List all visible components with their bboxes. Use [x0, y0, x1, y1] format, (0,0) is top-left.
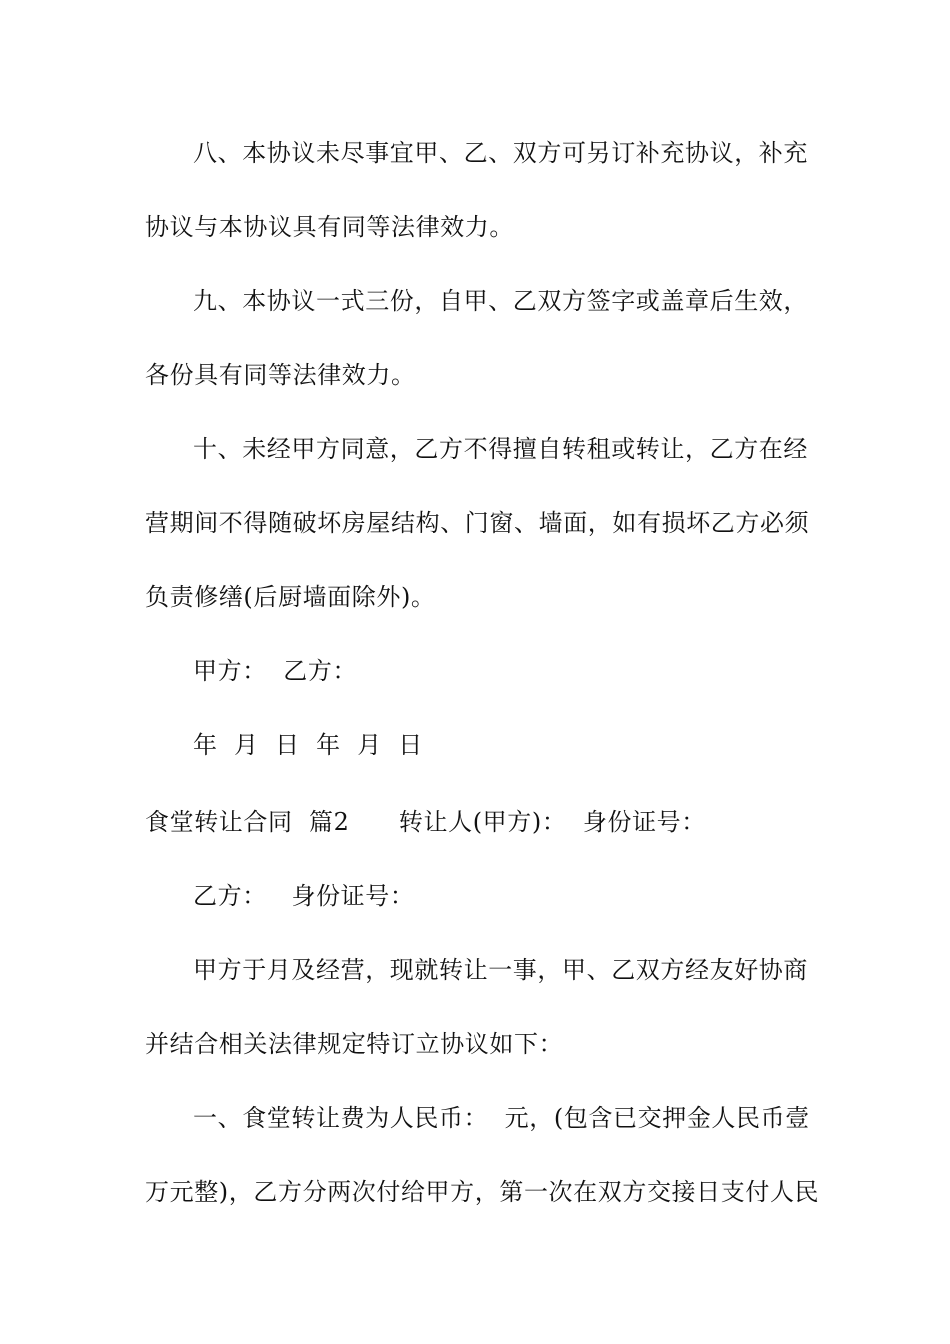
preamble-line-1: 甲方于月及经营，现就转让一事，甲、乙双方经友好协商 [193, 956, 808, 984]
preamble-line-2: 并结合相关法律规定特订立协议如下： [145, 1030, 564, 1058]
clause-1-line-1: 一、食堂转让费为人民币： 元，(包含已交押金人民币壹 [193, 1104, 810, 1132]
signature-parties: 甲方： 乙方： [193, 657, 358, 685]
paragraph-9-line-1: 九、本协议一式三份，自甲、乙双方签字或盖章后生效， [193, 287, 808, 315]
party-b-line: 乙方： 身份证号： [193, 882, 415, 910]
contract-heading: 食堂转让合同 篇2 转让人(甲方)： 身份证号： [145, 808, 706, 836]
paragraph-10-line-1: 十、未经甲方同意，乙方不得擅自转租或转让，乙方在经 [193, 435, 808, 463]
paragraph-8-line-2: 协议与本协议具有同等法律效力。 [145, 213, 514, 241]
paragraph-9-line-2: 各份具有同等法律效力。 [145, 361, 416, 389]
clause-1-line-2: 万元整)，乙方分两次付给甲方，第一次在双方交接日支付人民 [145, 1178, 820, 1206]
paragraph-10-line-3: 负责修缮(后厨墙面除外)。 [145, 583, 436, 611]
paragraph-8-line-1: 八、本协议未尽事宜甲、乙、双方可另订补充协议，补充 [193, 139, 808, 167]
signature-dates: 年 月 日 年 月 日 [193, 731, 423, 759]
paragraph-10-line-2: 营期间不得随破坏房屋结构、门窗、墙面，如有损坏乙方必须 [145, 509, 810, 537]
